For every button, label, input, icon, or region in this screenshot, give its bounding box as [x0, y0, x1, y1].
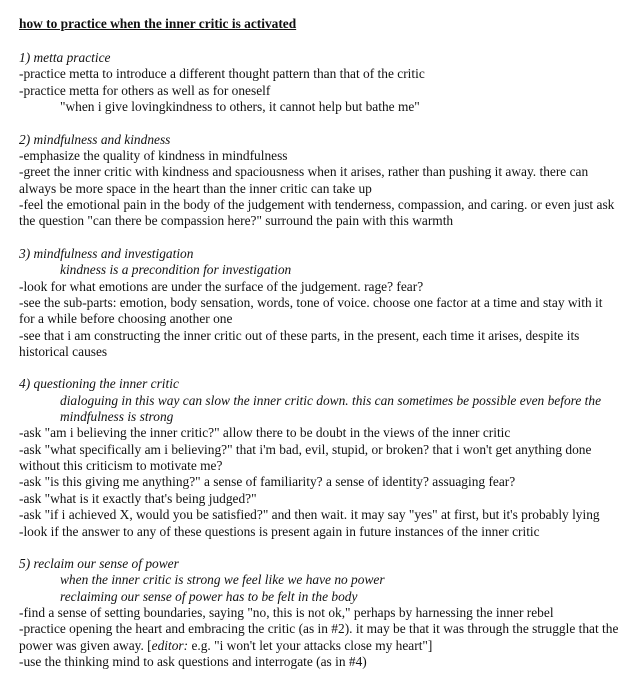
bullet-line: -ask "am i believing the inner critic?" allow there to be doubt in the views of the inner critic	[19, 425, 511, 441]
section-questioning-critic	[19, 376, 619, 539]
bullet-line: -look for what emotions are under the surface of the judgement. rage? fear?	[19, 278, 424, 294]
section-note: when the inner critic is strong we feel like we have no power	[60, 572, 385, 588]
section-mindfulness-investigation	[19, 246, 619, 360]
section-note: dialoguing in this way can slow the inner critic down. this can sometimes be possible even before the mindfulness is strong	[60, 392, 602, 425]
bullet-line: -see the sub-parts: emotion, body sensation, words, tone of voice. choose one factor at a time and stay with it for a while before choosing another one	[19, 294, 603, 327]
bullet-line: -ask "if i achieved X, would you be satisfied?" and then wait. it may say "yes" at first, but it's probably lying	[19, 507, 600, 523]
section-metta-practice	[19, 50, 619, 115]
bullet-line: -ask "is this giving me anything?" a sense of familiarity? a sense of identity? assuaging fear?	[19, 474, 516, 490]
section-heading: 3) mindfulness and investigation	[19, 245, 194, 261]
bullet-line: -practice metta to introduce a different thought pattern than that of the critic	[19, 66, 425, 82]
section-note: kindness is a precondition for investigation	[60, 262, 292, 278]
bullet-text: -practice opening the heart and embracing the critic (as in #2). it may be that it was through the struggle that the power was given away.	[19, 621, 619, 653]
bullet-line: -practice metta for others as well as for oneself	[19, 82, 271, 98]
section-heading: 2) mindfulness and kindness	[19, 131, 171, 147]
bullet-line: -feel the emotional pain in the body of the judgement with tenderness, compassion, and caring. or even just ask the question "can there be compassion here?" surround the pain with this warmth	[19, 196, 615, 229]
bullet-line: -find a sense of setting boundaries, saying "no, this is not ok," perhaps by harnessing the inner rebel	[19, 605, 554, 621]
bullet-line: -ask "what specifically am i believing?" that i'm bad, evil, stupid, or broken? that i won't get anything done without this criticism to motivate me?	[19, 441, 592, 474]
bullet-line: -look if the answer to any of these questions is present again in future instances of the inner critic	[19, 523, 540, 539]
section-note: reclaiming our sense of power has to be felt in the body	[60, 588, 358, 604]
section-reclaim-power	[19, 556, 619, 670]
editor-label: editor:	[151, 637, 189, 653]
section-heading: 4) questioning the inner critic	[19, 376, 179, 392]
quote-line: "when i give lovingkindness to others, it cannot help but bathe me"	[60, 99, 420, 115]
bullet-line: -greet the inner critic with kindness and spaciousness when it arises, rather than pushing it away. there can always be more space in the heart than the inner critic can take up	[19, 164, 589, 196]
bullet-line: -see that i am constructing the inner critic out of these parts, in the present, each time it arises, despite its historical causes	[19, 327, 580, 359]
section-heading: 1) metta practice	[19, 50, 111, 65]
section-heading: 5) reclaim our sense of power	[19, 556, 179, 572]
document-title: how to practice when the inner critic is activated	[19, 16, 297, 31]
bullet-line: -ask "what is it exactly that's being judged?"	[19, 490, 257, 506]
bullet-line: -emphasize the quality of kindness in mindfulness	[19, 147, 288, 163]
section-mindfulness-kindness	[19, 132, 619, 230]
editor-note: e.g. "i won't let your attacks close my heart"]	[191, 637, 433, 653]
bullet-line: -use the thinking mind to ask questions and interrogate (as in #4)	[19, 654, 367, 670]
bullet-line-with-editor-note: -practice opening the heart and embracing the critic (as in #2). it may be that it was through the struggle that the power was given away. [editor: e.g. "i won't let your attacks close my heart"]	[19, 621, 619, 653]
